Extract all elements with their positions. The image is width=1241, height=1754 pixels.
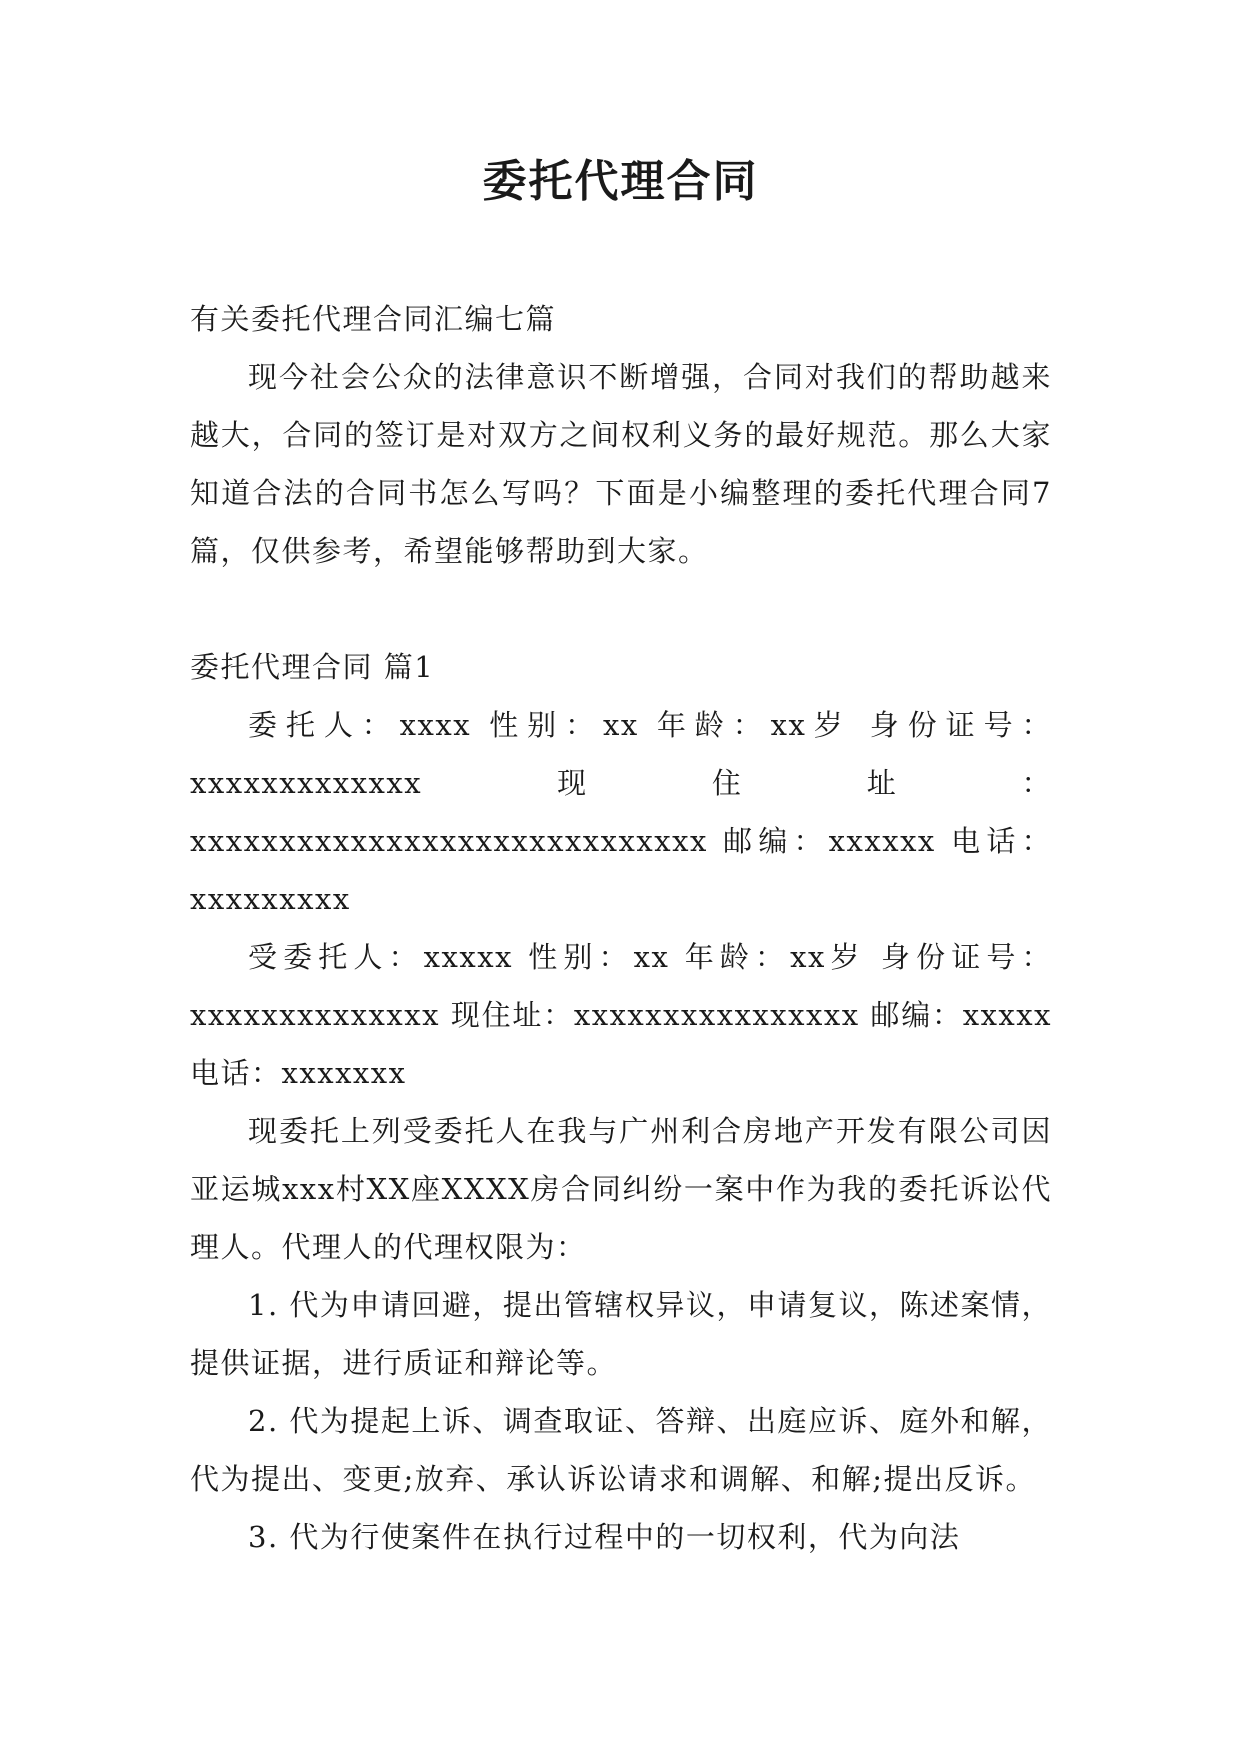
document-body [190,290,1052,1566]
paragraph-gap [190,580,1052,638]
principal-paragraph: 委托人：xxxx 性别：xx 年龄：xx岁 身份证号：xxxxxxxxxxxxx 现住址：xxxxxxxxxxxxxxxxxxxxxxxxxxxxx 邮编：xxxxxx 电话：xxxxxxxxx [190,708,1052,916]
delegation-paragraph: 现委托上列受委托人在我与广州利合房地产开发有限公司因亚运城xxx村XX座XXXX房合同纠纷一案中作为我的委托诉讼代理人。代理人的代理权限为： [190,1114,1052,1264]
list-item-1: 1. 代为申请回避，提出管辖权异议，申请复议，陈述案情，提供证据，进行质证和辩论等。 [190,1288,1052,1380]
section-title: 委托代理合同 篇1 [190,650,435,684]
document-title: 委托代理合同 [482,156,759,207]
list-item-2: 2. 代为提起上诉、调查取证、答辩、出庭应诉、庭外和解，代为提出、变更;放弃、承认诉讼请求和调解、和解;提出反诉。 [190,1404,1052,1496]
intro-paragraph: 现今社会公众的法律意识不断增强，合同对我们的帮助越来越大，合同的签订是对双方之间权利义务的最好规范。那么大家知道合法的合同书怎么写吗？下面是小编整理的委托代理合同7篇，仅供参考，希望能够帮助到大家。 [190,360,1052,568]
document-subtitle: 有关委托代理合同汇编七篇 [190,302,557,336]
list-item-3: 3. 代为行使案件在执行过程中的一切权利，代为向法 [248,1520,961,1554]
agent-paragraph: 受委托人：xxxxx 性别：xx 年龄：xx岁 身份证号：xxxxxxxxxxxxxx 现住址：xxxxxxxxxxxxxxxx 邮编：xxxxx 电话：xxxxxxx [190,940,1052,1090]
